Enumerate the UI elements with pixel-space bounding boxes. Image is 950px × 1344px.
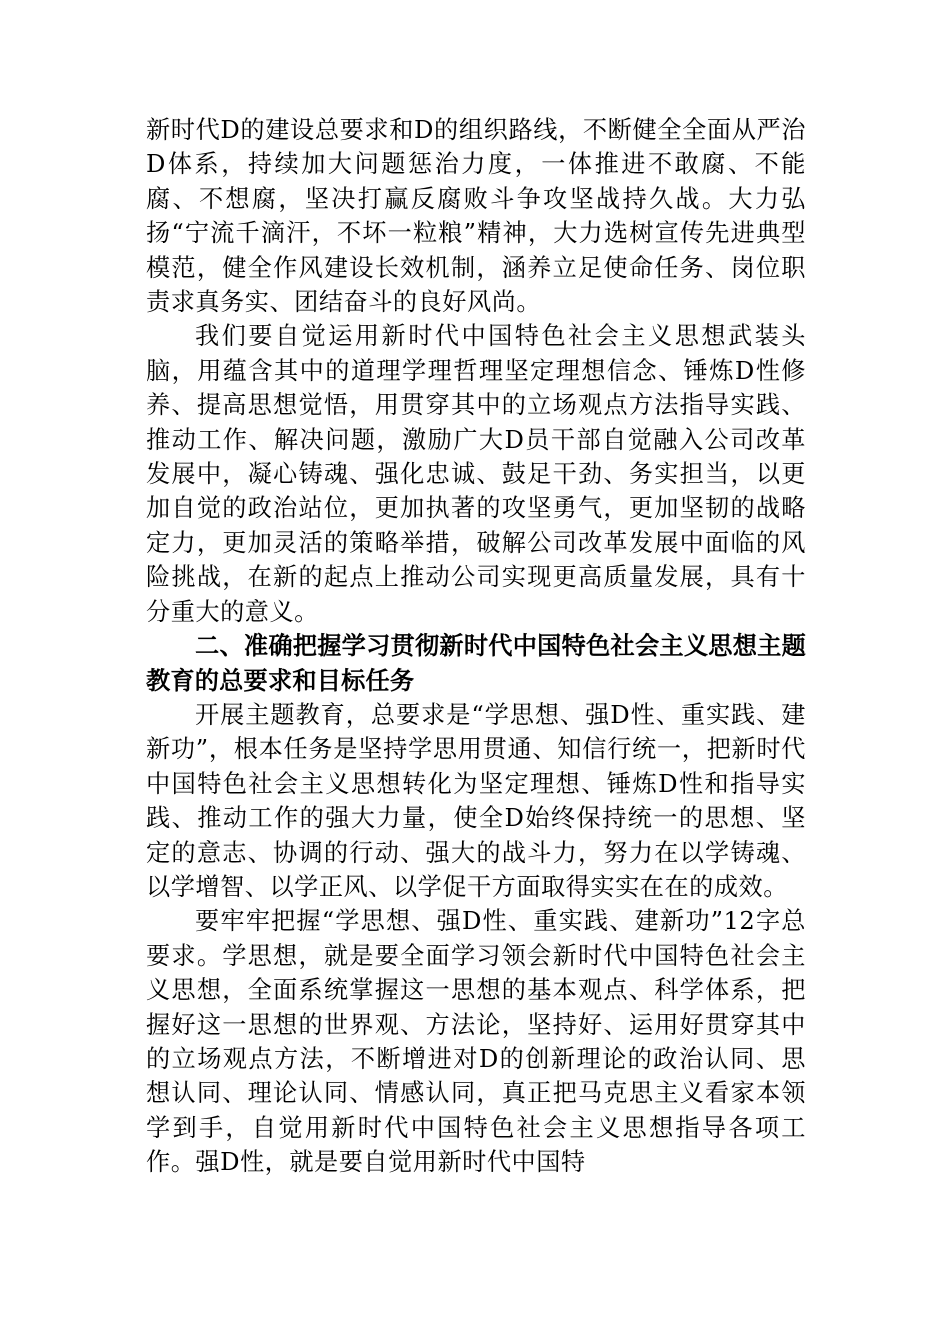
paragraph-continuation: 新时代D的建设总要求和D的组织路线，不断健全全面从严治D体系，持续加大问题惩治力度，一体推进不敢腐、不能腐、不想腐，坚决打赢反腐败斗争攻坚战持久战。大力弘扬“宁流千滴汗，不坏一粒粮”精神，大力选树宣传先进典型模范，健全作风建设长效机制，涵养立足使命任务、岗位职责求真务实、团结奋斗的良好风尚。 xyxy=(146,116,806,317)
section-heading-2: 二、准确把握学习贯彻新时代中国特色社会主义思想主题教育的总要求和目标任务 xyxy=(146,632,806,695)
document-page xyxy=(146,113,806,1180)
paragraph-theory-significance: 我们要自觉运用新时代中国特色社会主义思想武装头脑，用蕴含其中的道理学理哲理坚定理想信念、锤炼D性修养、提高思想觉悟，用贯穿其中的立场观点方法指导实践、推动工作、解决问题，激励广大D员干部自觉融入公司改革发展中，凝心铸魂、强化忠诚、鼓足干劲、务实担当，以更加自觉的政治站位，更加执著的攻坚勇气，更加坚韧的战略定力，更加灵活的策略举措，破解公司改革发展中面临的风险挑战，在新的起点上推动公司实现更高质量发展，具有十分重大的意义。 xyxy=(146,322,806,626)
paragraph-twelve-character-requirements: 要牢牢把握“学思想、强D性、重实践、建新功”12字总要求。学思想，就是要全面学习领会新时代中国特色社会主义思想，全面系统掌握这一思想的基本观点、科学体系，把握好这一思想的世界观、方法论，坚持好、运用好贯穿其中的立场观点方法，不断增进对D的创新理论的政治认同、思想认同、理论认同、情感认同，真正把马克思主义看家本领学到手，自觉用新时代中国特色社会主义思想指导各项工作。强D性，就是要自觉用新时代中国特 xyxy=(146,907,806,1177)
paragraph-general-requirements: 开展主题教育，总要求是“学思想、强D性、重实践、建新功”，根本任务是坚持学思用贯通、知信行统一，把新时代中国特色社会主义思想转化为坚定理想、锤炼D性和指导实践、推动工作的强大力量，使全D始终保持统一的思想、坚定的意志、协调的行动、强大的战斗力，努力在以学铸魂、以学增智、以学正风、以学促干方面取得实实在在的成效。 xyxy=(146,700,806,901)
